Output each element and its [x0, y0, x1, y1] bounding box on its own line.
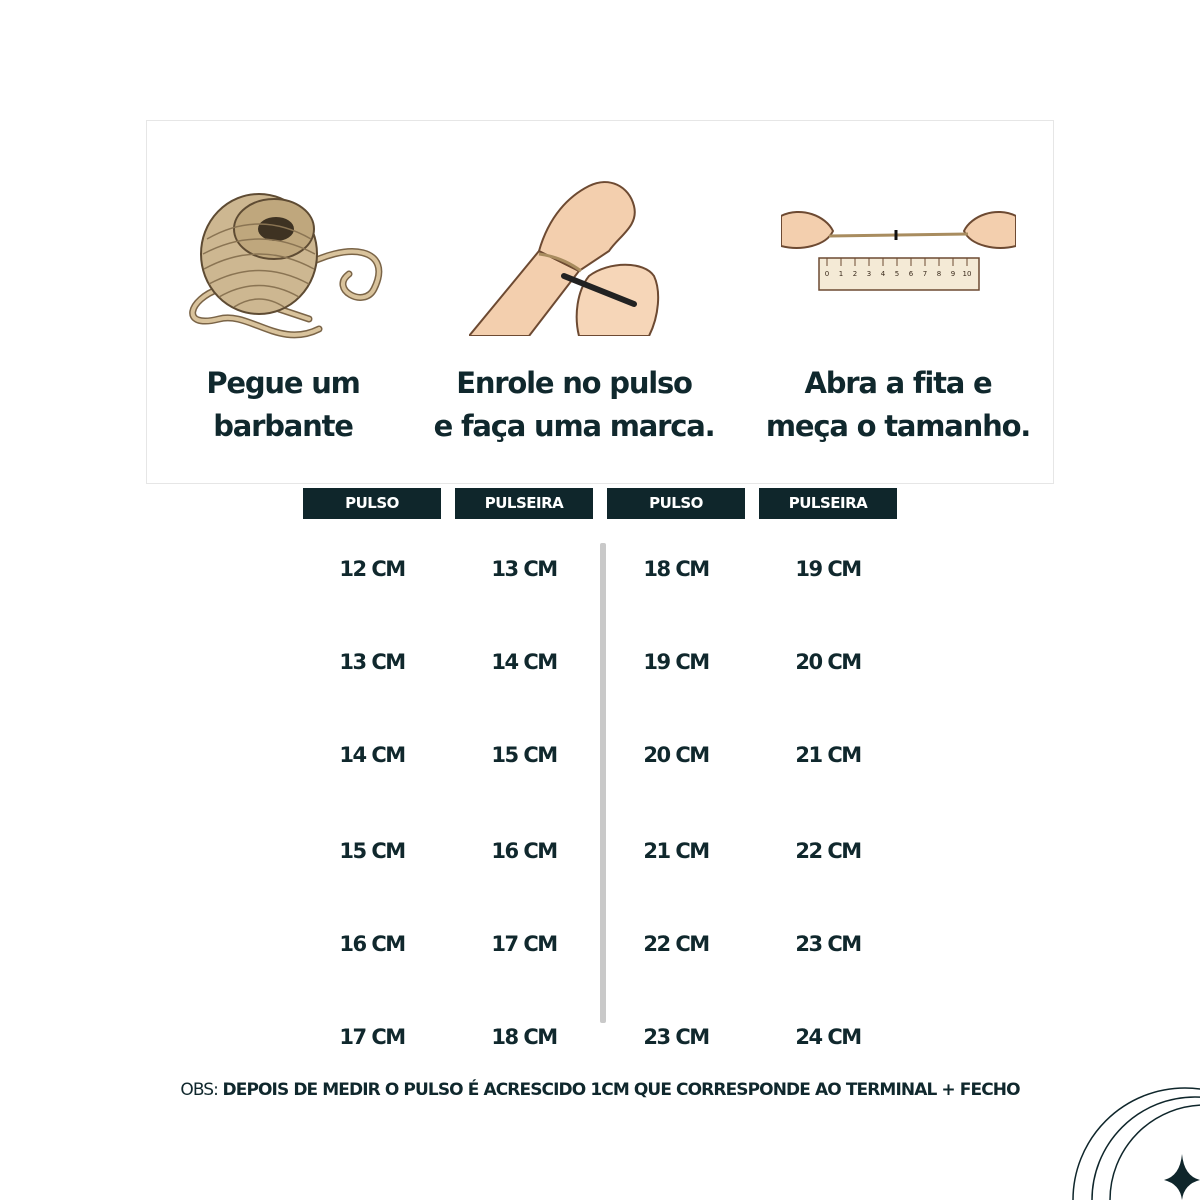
pulso-size-cell: 21 CM [643, 839, 709, 863]
pulseira-size-cell: 20 CM [795, 650, 861, 674]
header-pulso-right: PULSO [607, 488, 745, 519]
pulso-size-cell: 16 CM [339, 932, 405, 956]
pulso-size-cell: 20 CM [643, 743, 709, 767]
pulseira-size-cell: 17 CM [491, 932, 557, 956]
orbit-star-decoration [1060, 1080, 1200, 1200]
ruler-tick-label: 2 [852, 270, 858, 278]
ruler-measure-icon [781, 206, 1016, 296]
step-2-line-1: Enrole no pulso [456, 366, 692, 400]
ruler-tick-label: 8 [936, 270, 942, 278]
pulso-size-cell: 18 CM [643, 557, 709, 581]
ruler-tick-label: 1 [838, 270, 844, 278]
measuring-steps-card [146, 120, 1054, 484]
pulso-size-cell: 17 CM [339, 1025, 405, 1049]
step-3-text [748, 362, 1048, 448]
header-pulseira-left: PULSEIRA [455, 488, 593, 519]
pulso-size-cell: 22 CM [643, 932, 709, 956]
ruler-tick-label: 9 [950, 270, 956, 278]
pulso-size-cell: 19 CM [643, 650, 709, 674]
table-divider [600, 543, 606, 1023]
ruler-tick-label: 10 [962, 270, 972, 278]
step-3-line-1: Abra a fita e [804, 366, 992, 400]
ruler-tick-label: 3 [866, 270, 872, 278]
pulseira-size-cell: 13 CM [491, 557, 557, 581]
pulseira-size-cell: 22 CM [795, 839, 861, 863]
ruler-tick-label: 6 [908, 270, 914, 278]
twine-ball-icon [179, 179, 389, 339]
note-text: DEPOIS DE MEDIR O PULSO É ACRESCIDO 1CM QUE CORRESPONDE AO TERMINAL + FECHO [222, 1080, 1020, 1100]
wrist-marking-icon [469, 176, 669, 336]
pulseira-size-cell: 23 CM [795, 932, 861, 956]
pulseira-size-cell: 18 CM [491, 1025, 557, 1049]
step-3-line-2: meça o tamanho. [765, 409, 1031, 443]
step-1-text [133, 362, 433, 448]
step-1-line-2: barbante [213, 409, 353, 443]
pulseira-size-cell: 24 CM [795, 1025, 861, 1049]
pulso-size-cell: 12 CM [339, 557, 405, 581]
ruler-tick-label: 5 [894, 270, 900, 278]
note-prefix: OBS: [180, 1080, 223, 1100]
step-2-text [424, 362, 724, 448]
ruler-tick-label: 4 [880, 270, 886, 278]
pulseira-size-cell: 15 CM [491, 743, 557, 767]
pulso-size-cell: 15 CM [339, 839, 405, 863]
pulso-size-cell: 13 CM [339, 650, 405, 674]
pulso-size-cell: 23 CM [643, 1025, 709, 1049]
ruler-tick-label: 7 [922, 270, 928, 278]
step-2-line-2: e faça uma marca. [433, 409, 715, 443]
pulseira-size-cell: 21 CM [795, 743, 861, 767]
pulso-size-cell: 14 CM [339, 743, 405, 767]
step-1-line-1: Pegue um [206, 366, 360, 400]
header-pulso-left: PULSO [303, 488, 441, 519]
note [0, 1076, 1200, 1104]
pulseira-size-cell: 19 CM [795, 557, 861, 581]
header-pulseira-right: PULSEIRA [759, 488, 897, 519]
pulseira-size-cell: 16 CM [491, 839, 557, 863]
ruler-tick-label: 0 [824, 270, 830, 278]
pulseira-size-cell: 14 CM [491, 650, 557, 674]
